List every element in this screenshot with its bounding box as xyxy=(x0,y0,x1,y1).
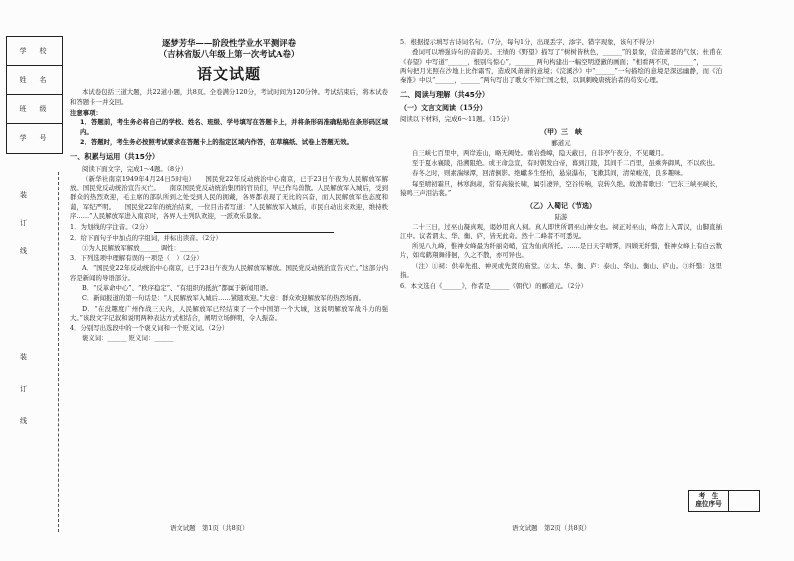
school-field[interactable]: 学 校 xyxy=(7,37,62,66)
reading-instruction: 阅读下面文字，完成1～4题。（8分） xyxy=(82,164,187,173)
question-1: 1．为划线的字注音。（2分） xyxy=(70,223,388,232)
text-a-paragraph: 自三峡七百里中，两岸连山，略无阙处。重岩叠嶂，隐天蔽日，自非亭午夜分，不见曦月。 xyxy=(412,148,668,157)
question-2-blanks[interactable]: ①为人民解放军解放______ 调性：______ xyxy=(82,243,200,252)
text-b-paragraph: 所见八九峰，惟神女峰最为纤丽奇峭，宜为仙真所托。……是日天宇晴霁，四顾无纤翳，惟神女峰上有白云数片，如鸾鹤翔舞徘徊，久之不散，亦可异也。 xyxy=(400,242,722,260)
seat-number-box[interactable] xyxy=(688,490,760,512)
question-3: 3．下列选项中理解有误的一项是（ ）（2分） xyxy=(70,254,203,263)
exam-intro: 本试卷包括三道大题，共22道小题，共8页。全卷满分120分，考试时间为120分钟。考试结束后，将本试卷和答题卡一并交回。 xyxy=(70,88,388,106)
question-4-blanks[interactable]: 褒义词：______ 贬义词：______ xyxy=(82,334,174,343)
option-d: D．“在没趣度广州作战三天内，人民解放军已经结束了一个中国第一个大城，这说明解放军战斗力的强大。”该段文字记叙和说明两种表达方式相结合，阐明立场鲜明，令人振奋。 xyxy=(70,304,388,322)
text-a-paragraph: 至于夏水襄陵，沿溯阻绝。或王命急宣，有时朝发白帝，暮到江陵，其间千二百里，虽乘奔御风，不以疾也。 xyxy=(412,158,719,167)
subsection-heading: （一）文言文阅读（15分） xyxy=(400,102,487,112)
question-5: 5．根据提示填写古诗词名句。（7分，每句1分，出现丢字、添字、错字现象，该句不得分） xyxy=(400,38,659,46)
exam-edition: （吉林省版八年级上第一次考试A卷） xyxy=(158,49,300,60)
text-b-author: 陆游 xyxy=(554,213,568,222)
text-a-author: 郦道元 xyxy=(551,139,571,148)
text-a-paragraph: 每至晴初霜旦，林寒涧肃，常有高猿长啸，属引凄异，空谷传响，哀转久绝。故渔者歌曰：“巴东三峡巫峡长，猿鸣三声泪沾裳。” xyxy=(400,179,723,197)
binding-word: 装 xyxy=(20,191,27,199)
notice-item: 1．答题前，考生务必将自己的学校、姓名、班级、学号填写在答题卡上，并将条形码准确粘贴在条形码区域内。 xyxy=(80,118,388,136)
page-footer-right: 语文试题 第2页（共8页） xyxy=(512,524,591,532)
question-2: 2．给下面句子中加点的字组词，并标出读音。（2分） xyxy=(70,233,222,242)
section-heading: 二、阅读与理解（共45分） xyxy=(400,90,490,100)
text-a-paragraph: 春冬之时，则素湍绿潭，回清倒影。绝巘多生怪柏，悬泉瀑布，飞漱其间，清荣峻茂，良多趣味。 xyxy=(412,169,687,178)
right-column xyxy=(400,38,722,292)
news-passage: （新华社南京1949年4月24日5时电） 国民党22年反动统治中心南京，已于23日午夜为人民解放军解放。国民党反动统治宣告灭亡。 南京国民党反动统治集团的官员们，早已作鸟兽散。人民解放军入城后，受到群众的热烈欢迎，毛主席的部队所到之处受到人民的拥戴，各界都表现了无比的兴奋，而人民解放军也态度和蔼，军纪严明。 国民党22年的统治结束，一位目击者写道：“人民解放军入城后，市民自动出来欢迎，维持秩序……”人民解放军进入南京时，各界人士列队欢迎，一派欢乐景象。 xyxy=(70,174,388,220)
question-5-text[interactable]: 叠词可以增强诗句的音韵美。王绩的《野望》描写了“树树皆秋色，______”的景象，营造萧瑟的气氛；杜甫在《春望》中写道“______，恨别鸟惊心”，______ 两句构建出一幅空明澄澈的画面；“相看两不厌，______”，______ 两句把月光照在沙地上比作霜雪，造成风萧萧的意境；《浣溪沙》中“______”一句描绘的意境是深远幽静，而《泊秦淮》中以“______，______”两句写出了歌女不知亡国之恨，以讽刺晚唐统治者的苟安心理。 xyxy=(400,48,722,85)
name-field[interactable]: 姓 名 xyxy=(7,66,62,95)
seat-number-cell[interactable] xyxy=(729,491,759,511)
student-id-field[interactable]: 学 号 xyxy=(19,134,50,143)
binding-word: 订 xyxy=(20,385,27,393)
binding-strip xyxy=(0,32,64,532)
binding-dashed-line xyxy=(58,172,59,532)
option-a: A．“国民党22年反动统治中心南京，已于23日午夜为人民解放军解放。国民党反动统治宣告灭亡。”这部分内容是新闻的导语部分。 xyxy=(70,264,388,282)
notice-item: 2．答题时，考生务必按照考试要求在答题卡上的指定区域内作答，在草稿纸、试卷上答题无效。 xyxy=(80,137,353,146)
text-b-paragraph: 二十三日，过巫山凝真观，谒妙用真人祠。真人即世所谓巫山神女也。祠正对巫山，峰峦上入霄汉，山脚直插江中。议者谓太、华、衡、庐，皆无此奇。然十二峰者不可悉见。 xyxy=(400,222,722,240)
left-column xyxy=(70,38,388,345)
question-6[interactable]: 6．本文选自《______》，作者是______（朝代）的郦道元。（2分） xyxy=(400,282,588,291)
section-heading: 一、积累与运用（共15分） xyxy=(70,152,160,162)
annotation-notes: （注）①祠：供奉先祖、神灵或先贤的庙堂。②太、华、衡、庐：泰山、华山、衡山、庐山。③纤翳：这里指。 xyxy=(400,261,722,279)
answer-line[interactable] xyxy=(154,226,334,233)
text-b-title: （乙）入蜀记（节选） xyxy=(526,201,596,211)
reading-instruction: 阅读以下材料，完成6～11题。（15分） xyxy=(400,114,513,123)
text-a-title: （甲）三 峡 xyxy=(540,127,582,137)
option-b: B．“反革命中心”、“秩序稳定”、“有组织的抵抗”都属于新闻用语。 xyxy=(82,283,273,292)
page-title: 语文试题 xyxy=(196,64,261,83)
binding-word: 装 xyxy=(20,353,27,361)
student-info-box xyxy=(6,36,63,154)
question-4: 4．分别写出选段中的一个褒义词和一个贬义词。（2分） xyxy=(70,324,229,333)
binding-word: 订 xyxy=(20,219,27,227)
binding-word: 线 xyxy=(20,417,27,425)
option-c: C．新闻报道的第一句话是：“人民解放军入城后……紧随欢迎。”大意：群众欢迎解放军的热烈场面。 xyxy=(82,294,366,303)
class-field[interactable]: 班 级 xyxy=(7,95,62,124)
seat-label: 考 生 座位序号 xyxy=(689,491,729,511)
notice-label: 注意事项： xyxy=(70,109,102,117)
exam-series: 逐梦芳华——阶段性学业水平测评卷 xyxy=(162,38,296,48)
binding-word: 线 xyxy=(20,247,27,255)
page-footer-left: 语文试题 第1页（共8页） xyxy=(170,524,249,532)
